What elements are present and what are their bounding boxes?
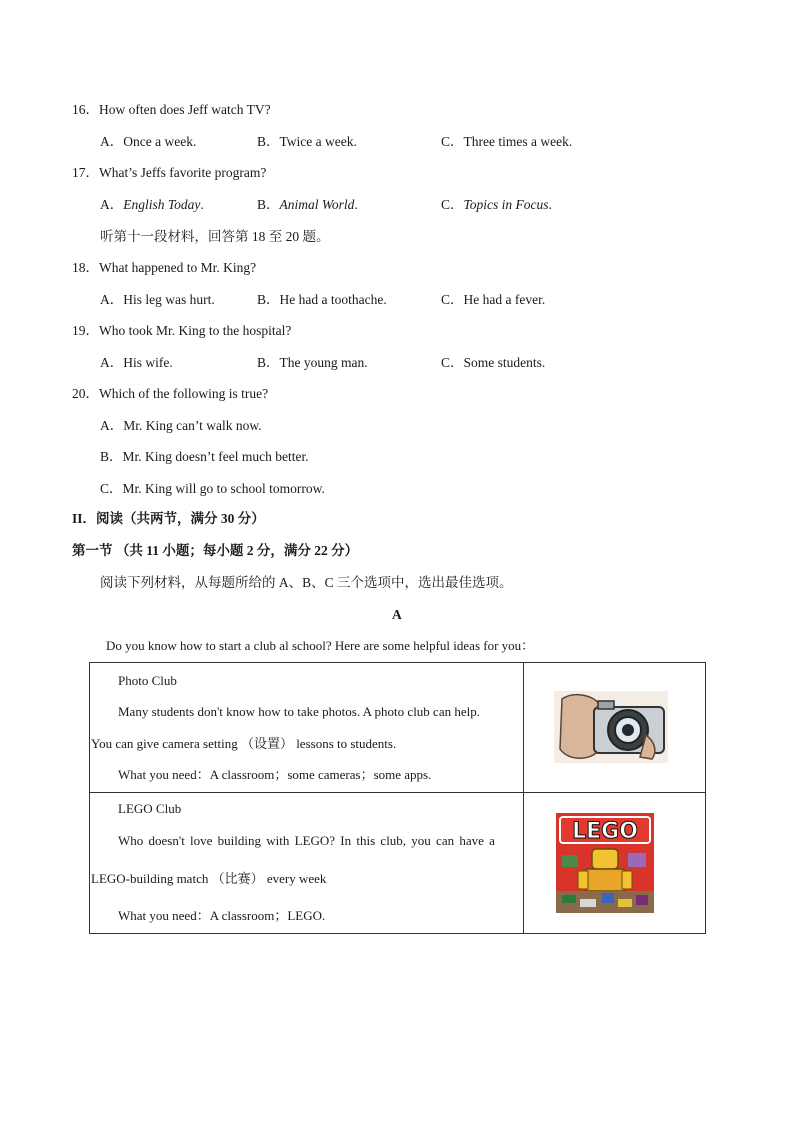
question-stem: Who took Mr. King to the hospital? — [99, 323, 292, 338]
option-period: . — [354, 197, 358, 212]
club-text-cell — [90, 793, 524, 934]
reading-instruction: 阅读下列材料，从每题所给的 A、B、C 三个选项中，选出最佳选项。 — [100, 575, 513, 590]
question-stem: What’s Jeffs favorite program? — [99, 165, 267, 180]
clubs-table — [89, 662, 706, 934]
option-18b: B．He had a toothache. — [257, 292, 387, 307]
club-text-cell — [90, 663, 524, 793]
passage-label: A — [392, 607, 402, 622]
question-number: 18． — [72, 260, 99, 275]
question-number: 20． — [72, 386, 99, 401]
passage-intro: Do you know how to start a club al school? Here are some helpful ideas for you： — [106, 638, 535, 653]
part-title: II．阅读（共两节，满分 30 分） — [72, 511, 265, 526]
question-number: 17． — [72, 165, 99, 180]
option-16c: C．Three times a week. — [441, 134, 573, 149]
option-19c: C．Some students. — [441, 355, 546, 370]
option-period: . — [200, 197, 204, 212]
svg-text:LEGO: LEGO — [572, 819, 638, 844]
camera-photo-icon — [554, 691, 668, 763]
option-19a: A．His wife. — [100, 355, 173, 370]
question-stem: What happened to Mr. King? — [99, 260, 257, 275]
table-row — [90, 793, 706, 934]
lego-box-icon — [556, 813, 654, 913]
option-19b: B．The young man. — [257, 355, 368, 370]
club-description: You can give camera setting （设置） lessons to students. — [91, 736, 397, 751]
option-18c: C．He had a fever. — [441, 292, 546, 307]
question-stem: How often does Jeff watch TV? — [99, 102, 271, 117]
question-19 — [72, 322, 291, 340]
question-stem: Which of the following is true? — [99, 386, 269, 401]
question-17 — [72, 164, 266, 182]
club-image-cell — [524, 663, 706, 793]
question-18 — [72, 259, 256, 277]
option-18a: A．His leg was hurt. — [100, 292, 215, 307]
option-text: Animal World — [279, 197, 355, 212]
option-letter: A． — [100, 197, 124, 212]
club-needs: What you need：A classroom；LEGO. — [118, 908, 326, 923]
question-number: 19． — [72, 323, 99, 338]
option-16b: B．Twice a week. — [257, 134, 357, 149]
club-name: Photo Club — [118, 673, 177, 688]
section-title: 第一节 （共 11 小题；每小题 2 分，满分 22 分） — [72, 543, 359, 558]
question-number: 16． — [72, 102, 99, 117]
question-16 — [72, 101, 271, 119]
section-11-instruction: 听第十一段材料，回答第 18 至 20 题。 — [100, 229, 330, 244]
option-letter: B． — [257, 197, 280, 212]
club-description: LEGO-building match （比赛） every week — [91, 871, 327, 886]
option-17a — [100, 196, 204, 214]
club-description: Many students don't know how to take photos. A photo club can help. — [118, 704, 480, 719]
club-name: LEGO Club — [118, 801, 182, 816]
option-17b — [257, 196, 358, 214]
option-text: English Today — [123, 197, 201, 212]
table-row — [90, 663, 706, 793]
club-needs: What you need：A classroom；some cameras；some apps. — [118, 767, 432, 782]
option-20b: B．Mr. King doesn’t feel much better. — [100, 449, 309, 464]
option-text: Topics in Focus — [463, 197, 549, 212]
club-image-cell — [524, 793, 706, 934]
option-letter: C． — [441, 197, 464, 212]
option-16a: A．Once a week. — [100, 134, 197, 149]
option-20c: C．Mr. King will go to school tomorrow. — [100, 481, 325, 496]
question-20 — [72, 385, 268, 403]
option-20a: A．Mr. King can’t walk now. — [100, 418, 262, 433]
option-period: . — [548, 197, 552, 212]
option-17c — [441, 196, 552, 214]
club-description: Who doesn't love building with LEGO? In this club, you can have a — [118, 833, 495, 848]
